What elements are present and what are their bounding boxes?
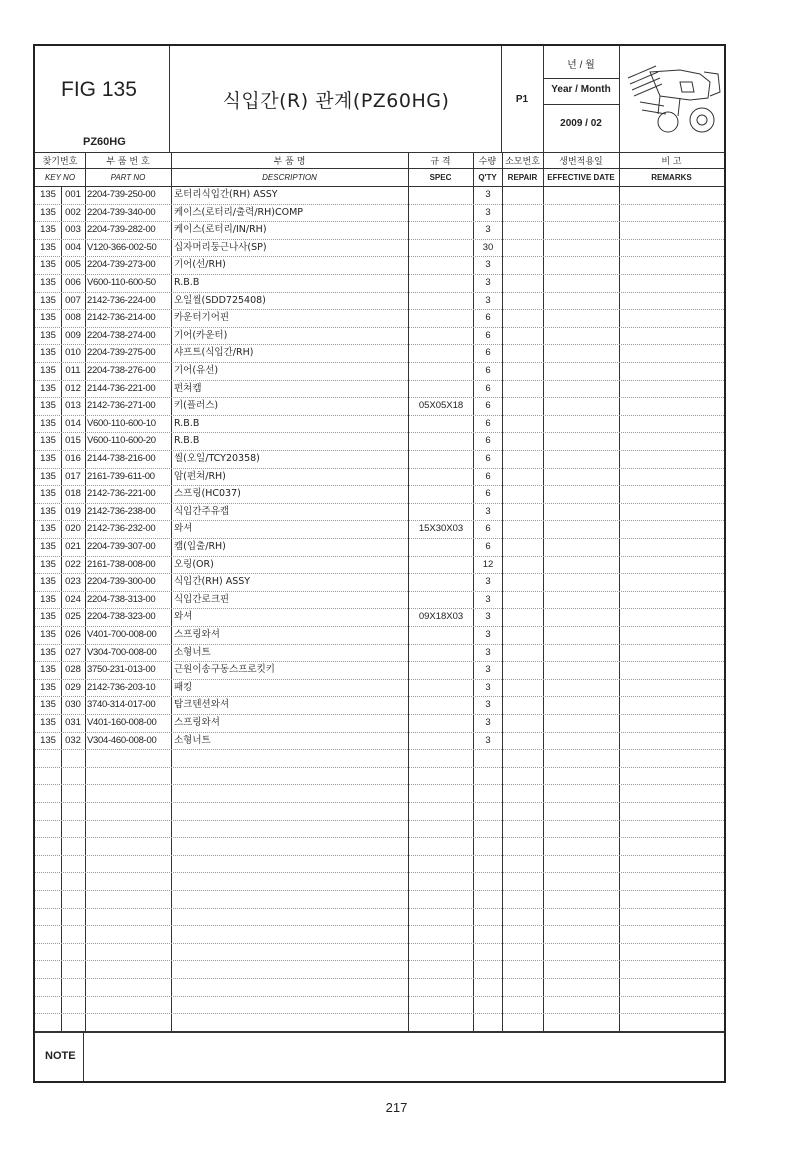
part-number: 2142-736-232-00 [87,523,156,535]
part-description: 근원이송구동스프로킷키 [174,664,275,676]
fig-number: 135 [40,523,56,535]
fig-number: 135 [40,347,56,359]
part-spec [409,573,473,591]
part-description: 식입간로크핀 [174,593,230,605]
fig-number: 135 [40,646,56,658]
part-number: 2204-738-313-00 [87,593,156,605]
col-remarks-ko: 비 고 [661,157,682,167]
part-spec [409,256,473,274]
part-number: 2142-736-271-00 [87,400,156,412]
part-quantity: 6 [485,347,491,359]
part-spec [409,204,473,222]
part-spec [409,626,473,644]
fig-number: 135 [40,576,56,588]
table-row [35,644,724,662]
part-quantity: 3 [485,206,491,218]
part-spec [409,327,473,345]
part-spec [409,432,473,450]
part-spec [409,292,473,310]
col-part-ko: 부 품 번 호 [106,157,150,167]
part-quantity: 3 [485,294,491,306]
part-quantity: 6 [485,382,491,394]
part-number: 2204-739-300-00 [87,576,156,588]
part-description: 오일씰(SDD725408) [174,294,266,306]
col-key-ko: 찾기번호 [42,157,78,167]
part-description: 기어(선/RH) [174,259,226,271]
fig-number: 135 [40,664,56,676]
part-description: 탐크텐션와셔 [174,699,230,711]
fig-number: 135 [40,541,56,552]
part-spec [409,309,473,327]
col-repair-ko: 소모번호 [505,157,540,167]
part-spec [409,450,473,468]
fig-number: 135 [40,699,56,711]
part-spec [409,538,473,556]
fig-number: 135 [40,593,56,605]
part-number: V600-110-600-20 [87,435,156,447]
part-quantity: 6 [485,453,491,464]
part-description: 스프링(HC037) [174,488,241,500]
part-number: 2204-738-323-00 [87,611,156,623]
table-row [35,204,724,222]
part-description: R.B.B [174,435,200,447]
fig-number: 135 [40,611,56,623]
fig-number: 135 [40,558,56,570]
col-qty-ko: 수량 [478,157,497,167]
part-description: 펀쳐캠 [174,382,202,394]
part-quantity: 6 [485,470,491,482]
col-remarks-en: REMARKS [651,173,692,182]
table-row [35,186,724,204]
table-row [35,626,724,644]
table-row [35,221,724,239]
part-spec [409,362,473,380]
fig-number: 135 [40,717,56,728]
part-spec [409,503,473,521]
part-quantity: 3 [485,611,491,623]
part-number: 2144-738-216-00 [87,453,156,464]
part-number: V120-366-002-50 [87,241,157,253]
part-spec [409,661,473,679]
key-number: 001 [65,189,81,200]
table-row [35,362,724,380]
part-description: 카운터기어핀 [174,312,230,324]
table-row [35,274,724,292]
parts-table-body [35,186,724,1031]
part-quantity: 3 [485,224,491,236]
parts-sheet [33,44,726,1083]
key-number: 020 [65,523,81,535]
fig-number: 135 [40,277,56,288]
table-row [35,661,724,679]
table-row [35,679,724,697]
part-number: 3750-231-013-00 [87,664,156,676]
part-description: 케이스(로터리/IN/RH) [174,224,267,236]
key-number: 032 [65,734,81,746]
key-number: 030 [65,699,81,711]
part-number: 2204-739-307-00 [87,541,156,552]
table-row [35,591,724,609]
part-spec: 09X18X03 [418,611,464,623]
part-quantity: 6 [485,365,491,376]
part-quantity: 3 [485,646,491,658]
figure-number: FIG 135 [61,78,137,101]
page-title: 식입간(R) 관계(PZ60HG) [222,89,450,112]
part-quantity: 3 [485,629,491,640]
part-quantity: 3 [485,189,491,200]
col-part-en: PART NO [110,173,146,182]
col-repair-en: REPAIR [507,173,538,182]
part-description: 스프링와셔 [174,629,220,640]
key-number: 003 [65,224,81,236]
part-description: 캠(입출/RH) [174,541,226,552]
part-quantity: 3 [485,259,491,271]
part-number: 2204-738-274-00 [87,329,156,341]
fig-number: 135 [40,470,56,482]
part-spec [409,696,473,714]
part-quantity: 3 [485,717,491,728]
part-number: 2142-736-214-00 [87,312,156,324]
part-spec [409,415,473,433]
part-number: 2144-736-221-00 [87,382,156,394]
part-number: V304-460-008-00 [87,734,157,746]
part-description: 스프링와셔 [174,717,220,728]
part-quantity: 3 [485,664,491,676]
key-number: 019 [65,505,81,517]
part-number: 2142-736-221-00 [87,488,156,500]
table-row [35,292,724,310]
part-spec [409,380,473,398]
key-number: 022 [65,558,81,570]
part-description: 오링(OR) [174,558,214,570]
fig-number: 135 [40,241,56,253]
part-number: 2142-736-238-00 [87,505,156,517]
note-label: NOTE [45,1050,76,1062]
fig-number: 135 [40,505,56,517]
table-row [35,556,724,574]
part-spec [409,679,473,697]
table-row [35,714,724,732]
table-row [35,468,724,486]
fig-number: 135 [40,329,56,341]
table-row [35,732,724,750]
fig-number: 135 [40,417,56,429]
part-quantity: 30 [482,241,494,253]
part-number: 2161-739-611-00 [87,470,155,482]
part-spec [409,644,473,662]
part-description: 소형너트 [174,646,211,658]
key-number: 002 [65,206,81,218]
part-spec [409,732,473,750]
part-quantity: 12 [482,558,494,570]
col-spec-ko: 규 격 [430,157,451,167]
table-row [35,344,724,362]
part-quantity: 6 [485,312,491,324]
key-number: 015 [65,435,81,447]
fig-number: 135 [40,629,56,640]
key-number: 021 [65,541,81,552]
key-number: 005 [65,259,81,271]
table-row [35,239,724,257]
part-description: 로터리식입간(RH) ASSY [174,189,278,200]
key-number: 025 [65,611,81,623]
fig-number: 135 [40,382,56,394]
key-number: 011 [65,365,81,376]
part-number: 3740-314-017-00 [87,699,156,711]
part-number: V304-700-008-00 [87,646,157,658]
part-quantity: 6 [485,435,491,447]
key-number: 016 [65,453,81,464]
rice-transplanter-illustration [620,52,724,148]
table-row [35,538,724,556]
col-qty-en: Q'TY [478,173,497,182]
key-number: 017 [65,470,81,482]
key-number: 006 [65,277,81,288]
part-description: 식입간주유캡 [174,505,230,517]
key-number: 031 [65,717,81,728]
part-number: V401-700-008-00 [87,629,157,640]
part-spec [409,221,473,239]
part-spec [409,485,473,503]
key-number: 027 [65,646,81,658]
part-quantity: 3 [485,277,491,288]
part-number: V600-110-600-50 [87,277,156,288]
table-row [35,397,724,415]
fig-number: 135 [40,488,56,500]
fig-number: 135 [40,189,56,200]
part-description: R.B.B [174,277,200,288]
part-spec: 05X05X18 [418,400,464,412]
table-row [35,380,724,398]
part-description: 기어(카운터) [174,329,228,341]
part-quantity: 3 [485,681,491,693]
part-number: 2161-738-008-00 [87,558,156,570]
key-number: 008 [65,312,81,324]
part-number: 2142-736-224-00 [87,294,156,306]
part-spec [409,714,473,732]
part-quantity: 6 [485,488,491,500]
col-key-en: KEY NO [44,173,76,182]
table-row [35,415,724,433]
table-row [35,520,724,538]
key-number: 012 [65,382,81,394]
part-number: 2142-736-203-10 [87,681,156,693]
part-quantity: 6 [485,417,491,429]
key-number: 010 [65,347,81,359]
part-spec [409,468,473,486]
table-row [35,432,724,450]
part-description: 키(플러스) [174,400,219,412]
fig-number: 135 [40,681,56,693]
part-spec [409,556,473,574]
key-number: 004 [65,241,81,253]
year-month-ko: 년 / 월 [567,60,595,71]
part-description: 식입간(RH) ASSY [174,576,251,588]
issue-date: 2009 / 02 [560,118,602,129]
part-spec [409,239,473,257]
fig-number: 135 [40,206,56,218]
fig-number: 135 [40,294,56,306]
page-label: P1 [515,93,529,105]
part-description: 소형너트 [174,734,211,746]
table-row [35,573,724,591]
table-row [35,256,724,274]
key-number: 024 [65,593,81,605]
key-number: 013 [65,400,81,412]
part-description: 케이스(로터리/출력/RH)COMP [174,206,304,218]
fig-number: 135 [40,365,56,376]
part-description: 씰(오일/TCY20358) [174,453,260,464]
col-effective-ko: 생번적용일 [559,157,603,167]
table-row [35,309,724,327]
part-number: V401-160-008-00 [87,717,157,728]
key-number: 026 [65,629,81,640]
part-quantity: 3 [485,734,491,746]
part-spec: 15X30X03 [418,523,464,535]
fig-number: 135 [40,400,56,412]
part-description: 샤프트(식입간/RH) [174,347,254,359]
part-quantity: 6 [485,523,491,535]
table-row [35,696,724,714]
part-number: 2204-739-250-00 [87,189,156,200]
model-name: PZ60HG [83,136,126,148]
table-row [35,450,724,468]
part-quantity: 3 [485,593,491,605]
table-row [35,327,724,345]
part-description: 기어(유선) [174,365,219,376]
table-row [35,503,724,521]
key-number: 007 [65,294,81,306]
fig-number: 135 [40,453,56,464]
part-description: 와셔 [174,523,193,535]
key-number: 023 [65,576,81,588]
table-row [35,608,724,626]
part-spec [409,591,473,609]
part-description: 십자머리둥근나사(SP) [174,241,267,253]
part-spec [409,186,473,204]
part-quantity: 3 [485,699,491,711]
col-desc-en: DESCRIPTION [262,173,317,182]
part-description: 와셔 [174,611,193,623]
part-number: 2204-739-282-00 [87,224,156,236]
key-number: 014 [65,417,81,429]
part-number: 2204-739-273-00 [87,259,156,271]
part-quantity: 3 [485,505,491,517]
fig-number: 135 [40,259,56,271]
part-number: 2204-738-276-00 [87,365,156,376]
year-month-en: Year / Month [551,84,611,95]
col-desc-ko: 부 품 명 [273,157,306,167]
part-spec [409,344,473,362]
part-quantity: 6 [485,329,491,341]
fig-number: 135 [40,312,56,324]
key-number: 009 [65,329,81,341]
key-number: 018 [65,488,81,500]
part-quantity: 3 [485,576,491,588]
part-description: 패킹 [174,681,193,693]
col-spec-en: SPEC [429,173,452,182]
table-row [35,485,724,503]
fig-number: 135 [40,435,56,447]
part-quantity: 6 [485,541,491,552]
part-quantity: 6 [485,400,491,412]
part-number: V600-110-600-10 [87,417,156,429]
part-number: 2204-739-340-00 [87,206,156,218]
fig-number: 135 [40,224,56,236]
key-number: 029 [65,681,81,693]
fig-number: 135 [40,734,56,746]
key-number: 028 [65,664,81,676]
part-number: 2204-739-275-00 [87,347,156,359]
part-description: R.B.B [174,417,200,429]
col-effective-en: EFFECTIVE DATE [547,173,615,182]
page-number: 217 [385,1100,408,1115]
part-spec [409,274,473,292]
part-description: 암(펀쳐/RH) [174,470,226,482]
